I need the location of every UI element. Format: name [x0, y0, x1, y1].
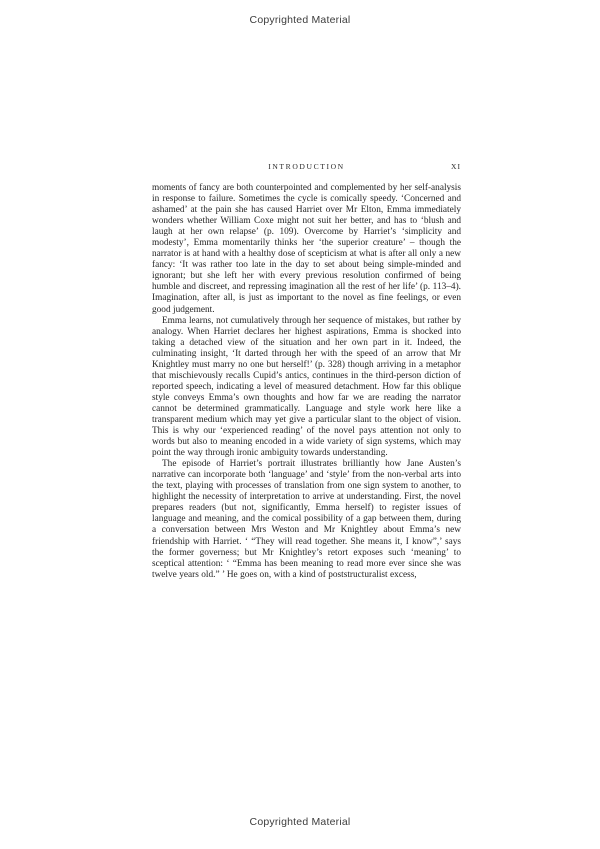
- running-header: [152, 162, 461, 174]
- paragraph-1: moments of fancy are both counterpointed and complemented by her self-analysis in response to failure. Sometimes the cycle is comically speedy. ‘Concerned and ashamed’ at the pain she has caused Harriet over Mr Elton, Emma immediately wonders whether William Coxe might not suit her better, and has to ‘blush and laugh at her own relapse’ (p. 109). Overcome by Harriet’s ‘simplicity and modesty’, Emma momentarily thinks her ‘the superior creature’ – though the narrator is at hand with a healthy dose of scepticism at what is after all only a new fancy: ‘It was rather too late in the day to set about being simple-minded and ignorant; but she left her with every previous resolution confirmed of being humble and discreet, and repressing imagination all the rest of her life’ (p. 113–4). Imagination, after all, is just as important to the novel as fine feelings, or even good judgement.: [152, 183, 461, 315]
- copyright-watermark-top: Copyrighted Material: [249, 14, 351, 26]
- copyright-watermark-bottom: Copyrighted Material: [249, 816, 351, 828]
- paragraph-2: Emma learns, not cumulatively through her sequence of mistakes, but rather by analogy. When Harriet declares her highest aspirations, Emma is shocked into taking a detached view of the situation and her own part in it. Indeed, the culminating insight, ‘It darted through her with the speed of an arrow that Mr Knightley must marry no one but herself!’ (p. 328) though arriving in a metaphor that mischievously recalls Cupid’s antics, continues in the third-person diction of reported speech, indicating a level of measured detachment. How far this oblique style conveys Emma’s own thoughts and how far we are reading the narrator cannot be determined grammatically. Language and style work here like a transparent medium which may yet give a particular slant to the object of vision. This is why our ‘experienced reading’ of the novel pays attention not only to words but also to meaning encoded in a wide variety of sign systems, which may point the way through ironic ambiguity towards understanding.: [152, 315, 461, 459]
- chapter-title: INTRODUCTION: [268, 162, 345, 171]
- page-number: XI: [450, 162, 461, 171]
- page-text-block: [152, 162, 461, 581]
- paragraph-3: The episode of Harriet’s portrait illustrates brilliantly how Jane Austen’s narrative can incorporate both ‘language’ and ‘style’ from the non-verbal arts into the text, playing with processes of translation from one sign system to another, to highlight the necessity of interpretation to arrive at understanding. First, the novel prepares readers (but not, significantly, Emma herself) to register issues of language and meaning, and the comical possibility of a gap between them, during a conversation between Mrs Weston and Mr Knightley about Emma’s new friendship with Harriet. ‘ “They will read together. She means it, I know”,’ says the former governess; but Mr Knightley’s retort exposes such ‘meaning’ to sceptical attention: ‘ “Emma has been meaning to read more ever since she was twelve years old.” ’ He goes on, with a kind of poststructuralist excess,: [152, 459, 461, 580]
